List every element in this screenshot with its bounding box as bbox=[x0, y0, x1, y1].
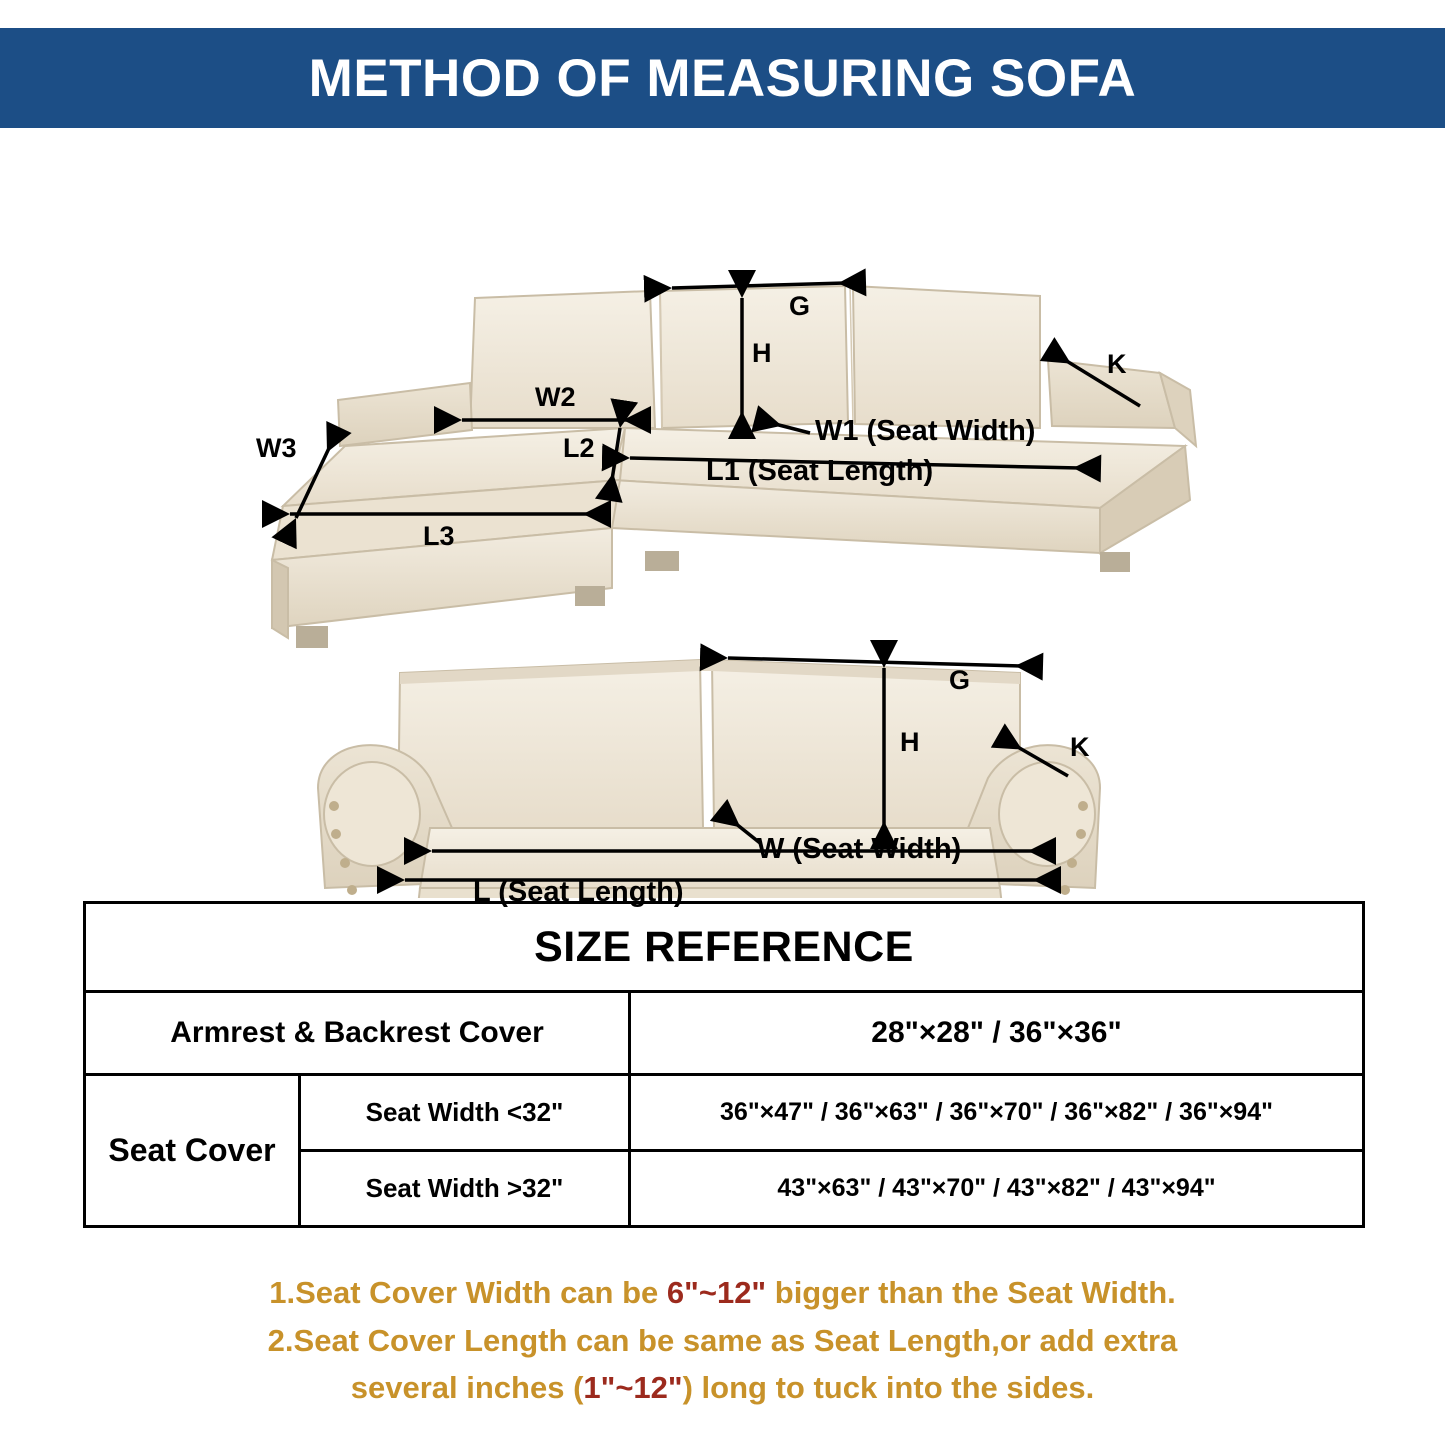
note-line-3 bbox=[0, 1364, 1445, 1411]
table-row-title bbox=[85, 903, 1364, 992]
dim-label-l1: L1 (Seat Length) bbox=[706, 455, 934, 487]
note-3-text-b: ) long to tuck into the sides. bbox=[682, 1370, 1095, 1405]
note-1-text-a: 1.Seat Cover Width can be bbox=[269, 1275, 667, 1310]
dim-label-h-sectional: H bbox=[752, 338, 772, 368]
dim-label-w2: W2 bbox=[535, 382, 576, 412]
dim-label-w3: W3 bbox=[256, 433, 297, 463]
note-line-2 bbox=[0, 1317, 1445, 1364]
dim-label-l: L (Seat Length) bbox=[473, 876, 684, 908]
table-row-armrest bbox=[85, 992, 1364, 1075]
dim-label-w1: W1 (Seat Width) bbox=[815, 415, 1036, 447]
seat-width-condition-1: Seat Width <32" bbox=[300, 1075, 630, 1151]
table-title: SIZE REFERENCE bbox=[85, 903, 1364, 992]
dim-label-k-sectional: K bbox=[1107, 349, 1127, 379]
note-1-text-b: bigger than the Seat Width. bbox=[766, 1275, 1176, 1310]
dim-label-g-sectional: G bbox=[789, 291, 811, 321]
dim-label-k-sofa: K bbox=[1070, 732, 1090, 762]
note-3-text-a: several inches ( bbox=[350, 1370, 584, 1405]
size-reference-table bbox=[83, 901, 1365, 1228]
dim-label-h-sofa: H bbox=[900, 727, 920, 757]
note-line-1 bbox=[0, 1268, 1445, 1317]
sofa-measurement-diagram bbox=[0, 128, 1445, 908]
page-header bbox=[0, 28, 1445, 128]
dim-label-l3: L3 bbox=[423, 521, 455, 551]
armrest-backrest-cover-label: Armrest & Backrest Cover bbox=[85, 992, 630, 1075]
page-title: METHOD OF MEASURING SOFA bbox=[308, 48, 1137, 108]
seat-cover-sizes-1: 36"×47" / 36"×63" / 36"×70" / 36"×82" / 36"×94" bbox=[630, 1075, 1364, 1151]
standard-sofa-graphic bbox=[318, 660, 1100, 898]
seat-width-condition-2: Seat Width >32" bbox=[300, 1151, 630, 1227]
note-2-text-a: 2.Seat Cover Length can be same as Seat Length,or add extra bbox=[267, 1323, 1178, 1358]
note-3-highlight: 1"~12" bbox=[583, 1370, 683, 1405]
diagram-illustration bbox=[0, 128, 1445, 898]
dim-label-l2: L2 bbox=[563, 433, 595, 463]
seat-cover-sizes-2: 43"×63" / 43"×70" / 43"×82" / 43"×94" bbox=[630, 1151, 1364, 1227]
table-row-seat-width-under-32 bbox=[85, 1075, 1364, 1151]
dim-label-w: W (Seat Width) bbox=[757, 833, 962, 865]
dim-label-g-sofa: G bbox=[949, 665, 971, 695]
armrest-backrest-cover-value: 28"×28" / 36"×36" bbox=[630, 992, 1364, 1075]
note-1-highlight: 6"~12" bbox=[666, 1275, 767, 1310]
notes-section bbox=[0, 1268, 1445, 1411]
seat-cover-label: Seat Cover bbox=[85, 1075, 300, 1227]
